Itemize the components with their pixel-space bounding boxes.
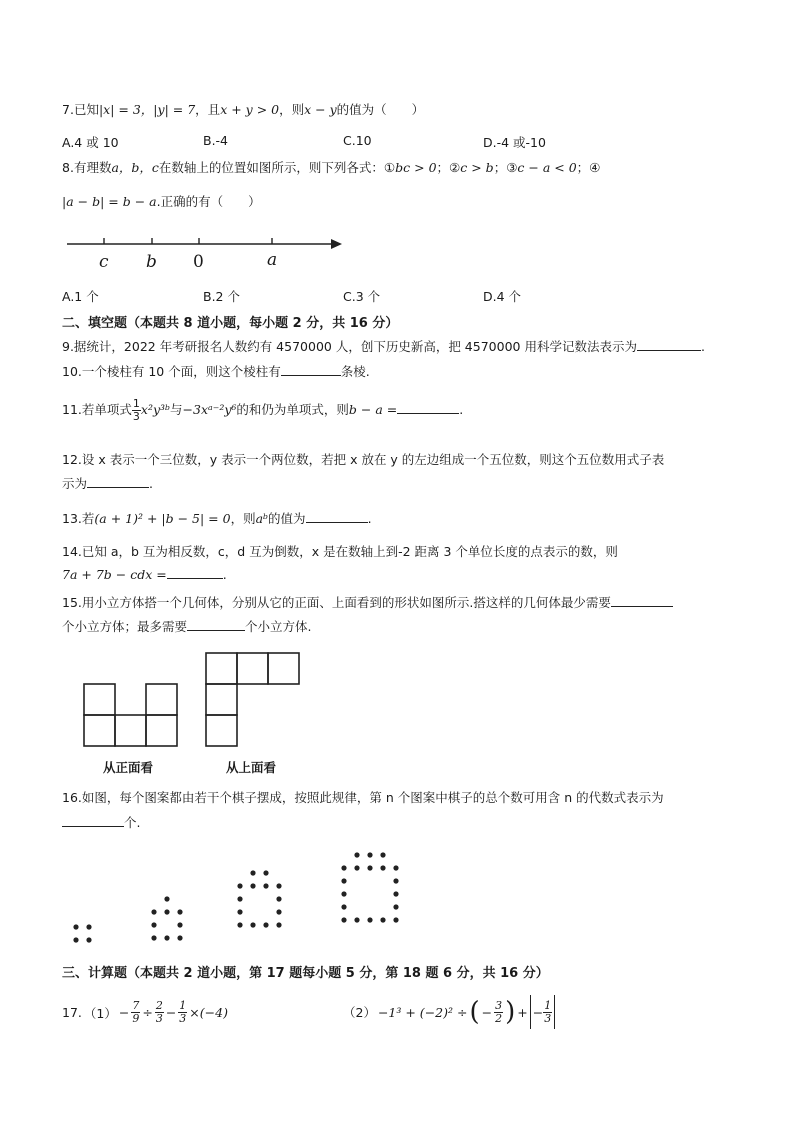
q16-piece — [367, 852, 372, 857]
q16-piece — [367, 865, 372, 870]
q16-piece — [151, 922, 156, 927]
q15-line1-text: 15.用小立方体搭一个几何体，分别从它的正面、上面看到的形状如图所示.搭这样的几何体最少需要 — [62, 595, 611, 610]
q16-piece — [151, 909, 156, 914]
q16-piece — [341, 917, 346, 922]
q16-piece — [341, 891, 346, 896]
q16-piece — [341, 878, 346, 883]
q16-piece — [380, 917, 385, 922]
q17-number: 17. — [62, 1005, 82, 1020]
q17-p2-abs — [530, 995, 555, 1029]
q11-math-1: x²y³ᵇ — [140, 402, 171, 417]
q9-end: . — [700, 339, 705, 354]
q11-text-a: 11.若单项式 — [62, 402, 132, 417]
q7-text-d: 的值为（ ） — [336, 102, 425, 117]
q8-text-e: ；④ — [576, 160, 601, 175]
q7-option-d: D.-4 或-10 — [483, 135, 546, 150]
q17-p1-frac-1-num: 7 — [132, 999, 140, 1012]
q16-piece — [393, 891, 398, 896]
q8-axis-label-c: c — [99, 252, 109, 272]
q16-piece — [237, 896, 242, 901]
q17-p2-frac-2-num: 1 — [544, 998, 552, 1012]
q17-p1-frac-3 — [178, 1000, 187, 1025]
q16-piece — [380, 852, 385, 857]
q12-end: . — [149, 476, 153, 491]
q7-math-2: x + y > 0 — [220, 102, 280, 117]
q11-text-c: 的和仍为单项式，则 — [236, 402, 349, 417]
q10-text-a: 10.一个棱柱有 10 个面，则这个棱柱有 — [62, 364, 281, 379]
q16-piece — [393, 904, 398, 909]
q8-number: 8. — [62, 160, 74, 175]
q17-p2-right-paren: ) — [505, 997, 516, 1027]
q16-piece — [237, 883, 242, 888]
q8-axis-label-0: 0 — [193, 252, 204, 272]
q11-math-2: −3xᵃ⁻²y⁶ — [182, 402, 237, 417]
q7-option-a: A.4 或 10 — [62, 135, 119, 150]
q8-text-b: 在数轴上的位置如图所示，则下列各式：① — [158, 160, 396, 175]
q8-math-4: c − a < 0 — [517, 160, 577, 175]
q8-math-1: a，b，c — [111, 160, 159, 175]
q15-caption-front: 从正面看 — [103, 760, 154, 775]
q17-p2-frac-1-num: 3 — [495, 998, 503, 1012]
q8-text-a: 有理数 — [73, 160, 112, 175]
q11-frac-den: 3 — [132, 410, 140, 423]
q16-piece — [237, 909, 242, 914]
q8-text-d: ；③ — [493, 160, 518, 175]
q12-line2-text: 示为 — [62, 476, 88, 491]
q7-option-c: C.10 — [343, 133, 372, 148]
q16-piece — [73, 937, 78, 942]
q16-piece — [354, 917, 359, 922]
q17-part1-label: （1） — [83, 1005, 117, 1021]
q16-piece — [250, 922, 255, 927]
q16-piece — [276, 909, 281, 914]
q7-text-a: 已知 — [73, 102, 99, 117]
q15-caption-top: 从上面看 — [226, 760, 277, 775]
q16-piece — [380, 865, 385, 870]
q17-p2-expr: −1³ + (−2)² ÷ — [377, 1004, 468, 1020]
q8-option-c: C.3 个 — [343, 289, 381, 304]
q17-p2-frac-2-den: 3 — [544, 1011, 552, 1025]
q9-text: 9.据统计，2022 年考研报名人数约有 4570000 人，创下历史新高，把 4570000 用科学记数法表示为 — [62, 339, 637, 354]
q16-piece — [263, 922, 268, 927]
q11-text-b: 与 — [170, 402, 183, 417]
q17-p2-frac-1-den: 2 — [495, 1011, 503, 1025]
q17-p1-frac-2-num: 2 — [155, 999, 163, 1012]
q8-math-3: c > b — [460, 160, 494, 175]
q14-line1: 14.已知 a，b 互为相反数，c，d 互为倒数，x 是在数轴上到-2 距离 3 个单位长度的点表示的数，则 — [62, 544, 618, 559]
q17-p1-frac-1 — [131, 1000, 140, 1025]
q16-pattern-1 — [73, 924, 91, 942]
q16-piece — [177, 909, 182, 914]
q13-text-a: 13.若 — [62, 511, 95, 526]
q16-piece — [73, 924, 78, 929]
q16-line1: 16.如图，每个图案都由若干个棋子摆成，按照此规律，第 n 个图案中棋子的总个数可用含 n 的代数式表示为 — [62, 790, 664, 805]
q8-option-a: A.1 个 — [62, 289, 99, 304]
q16-piece — [86, 937, 91, 942]
q16-piece — [367, 917, 372, 922]
q17-p2-frac-1 — [494, 1000, 503, 1025]
q17-p2-frac-2 — [543, 1000, 552, 1025]
q17-p2-plus: + — [517, 1004, 528, 1020]
q8-line2-text: .正确的有（ ） — [156, 194, 261, 209]
q11-end: . — [459, 402, 464, 417]
q7-math-3: x − y — [304, 102, 337, 117]
q14-math: 7a + 7b − cdx = — [62, 567, 167, 582]
q17-part1 — [62, 1000, 228, 1025]
q17-p1-frac-2-den: 3 — [155, 1012, 163, 1025]
q8-option-d: D.4 个 — [483, 289, 522, 304]
q16-pattern-4 — [341, 852, 398, 922]
q8-text-c: ；② — [436, 160, 461, 175]
q16-piece — [164, 909, 169, 914]
q8-option-b: B.2 个 — [203, 289, 240, 304]
q16-piece — [393, 917, 398, 922]
section-3-title: 三、计算题（本题共 2 道小题，第 17 题每小题 5 分，第 18 题 6 分，共 16 分） — [62, 966, 549, 981]
q7-text-c: ，则 — [279, 102, 305, 117]
q17-p1-minus: − — [118, 1005, 130, 1020]
q14-end: . — [222, 567, 227, 582]
q13-end: . — [367, 511, 372, 526]
q16-piece — [276, 883, 281, 888]
q8-line2-math: |a − b| = b − a — [62, 194, 157, 209]
q16-piece — [177, 935, 182, 940]
q8-math-2: bc > 0 — [395, 160, 437, 175]
q16-piece — [276, 922, 281, 927]
q13-math-1: (a + 1)² + |b − 5| = 0 — [94, 511, 231, 526]
q16-piece — [177, 922, 182, 927]
q17-p1-frac-1-den: 9 — [132, 1012, 140, 1025]
q16-piece — [263, 883, 268, 888]
q17-p1-frac-3-den: 3 — [179, 1012, 187, 1025]
section-2-title: 二、填空题（本题共 8 道小题，每小题 2 分，共 16 分） — [62, 316, 399, 331]
q16-piece — [341, 904, 346, 909]
q8-axis-label-b: b — [146, 252, 157, 272]
q16-piece — [250, 883, 255, 888]
q16-piece — [354, 852, 359, 857]
q16-piece — [354, 865, 359, 870]
q17-part2-label: （2） — [343, 1005, 376, 1020]
q17-p1-op-2: − — [165, 1005, 177, 1020]
q13-text-c: 的值为 — [268, 511, 306, 526]
q16-piece — [393, 865, 398, 870]
q16-piece — [250, 870, 255, 875]
q7-math-1: |x| = 3，|y| = 7 — [98, 102, 196, 117]
q11-frac-num: 1 — [132, 397, 140, 410]
q7-text-b: ，且 — [195, 102, 221, 117]
q17-part2 — [343, 995, 555, 1029]
q16-piece — [86, 924, 91, 929]
q13-text-b: ，则 — [230, 511, 256, 526]
q12-line1: 12.设 x 表示一个三位数，y 表示一个两位数，若把 x 放在 y 的左边组成一个五位数，则这个五位数用式子表 — [62, 452, 665, 467]
q17-p2-left-paren: ( — [469, 997, 480, 1027]
q13-math-2: aᵇ — [255, 511, 269, 526]
q17-p1-frac-2 — [155, 1000, 164, 1025]
q15-line2-text-a: 个小立方体；最多需要 — [62, 619, 188, 634]
q7-number: 7. — [62, 102, 74, 117]
q16-pattern-3 — [237, 870, 281, 927]
q17-p2-neg-sign: − — [481, 1004, 493, 1020]
q16-line2-text: 个. — [124, 815, 141, 830]
q16-pattern-2 — [151, 896, 182, 940]
q15-line2-text-b: 个小立方体. — [245, 619, 312, 634]
q16-piece — [151, 935, 156, 940]
q16-piece — [164, 935, 169, 940]
q8-axis-label-a: a — [267, 250, 278, 270]
q17-p2-abs-neg: − — [532, 1004, 544, 1020]
q16-piece — [393, 878, 398, 883]
q16-piece — [276, 896, 281, 901]
q16-piece — [263, 870, 268, 875]
q11-math-3: b − a = — [348, 402, 398, 417]
q17-p1-frac-3-num: 1 — [179, 999, 187, 1012]
q7-option-b: B.-4 — [203, 133, 229, 148]
q10-text-b: 条棱. — [340, 364, 370, 379]
q17-p1-op-1: ÷ — [142, 1005, 153, 1020]
q16-piece — [237, 922, 242, 927]
q16-piece — [164, 896, 169, 901]
q16-piece — [341, 865, 346, 870]
q17-p1-tail: ×(−4) — [189, 1005, 228, 1020]
